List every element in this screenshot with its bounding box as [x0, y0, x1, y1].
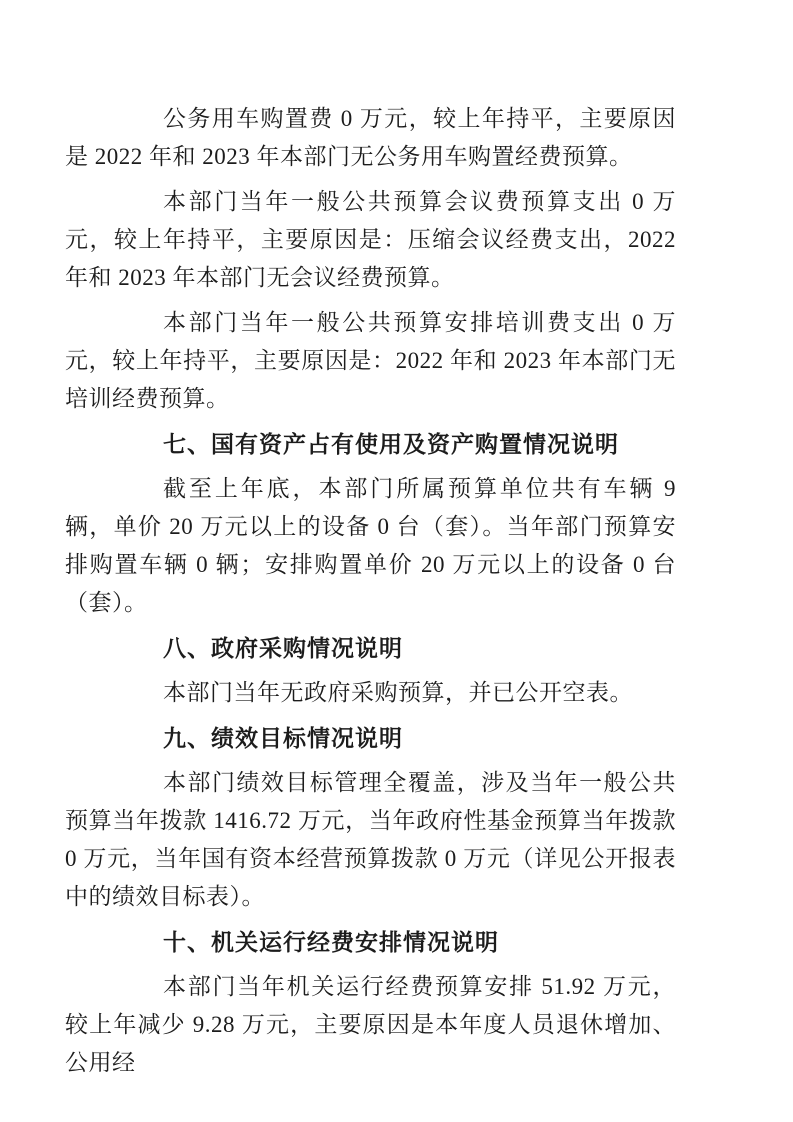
document-paragraph: 本部门当年机关运行经费预算安排 51.92 万元，较上年减少 9.28 万元，主要原因是本年度人员退休增加、公用经 — [65, 974, 676, 1075]
document-paragraph: 本部门当年一般公共预算会议费预算支出 0 万元，较上年持平，主要原因是：压缩会议经费支出，2022 年和 2023 年本部门无会议经费预算。 — [65, 189, 676, 290]
document-paragraph: 本部门当年无政府采购预算，并已公开空表。 — [163, 680, 633, 705]
document-text-block — [65, 100, 676, 1082]
section-heading: 七、国有资产占有使用及资产购置情况说明 — [163, 431, 619, 457]
document-paragraph: 截至上年底，本部门所属预算单位共有车辆 9 辆，单价 20 万元以上的设备 0 台（套）。当年部门预算安排购置车辆 0 辆；安排购置单价 20 万元以上的设备 0 台（套）。 — [65, 476, 676, 615]
section-heading: 九、绩效目标情况说明 — [163, 725, 403, 751]
document-paragraph: 本部门当年一般公共预算安排培训费支出 0 万元，较上年持平，主要原因是：2022 年和 2023 年本部门无培训经费预算。 — [65, 310, 676, 411]
section-heading: 十、机关运行经费安排情况说明 — [163, 929, 499, 955]
section-heading: 八、政府采购情况说明 — [163, 635, 403, 661]
document-paragraph: 本部门绩效目标管理全覆盖，涉及当年一般公共预算当年拨款 1416.72 万元，当年政府性基金预算当年拨款 0 万元，当年国有资本经营预算拨款 0 万元（详见公开报表中的绩效目标表）。 — [65, 770, 676, 909]
document-paragraph: 公务用车购置费 0 万元，较上年持平，主要原因是 2022 年和 2023 年本部门无公务用车购置经费预算。 — [65, 106, 676, 169]
